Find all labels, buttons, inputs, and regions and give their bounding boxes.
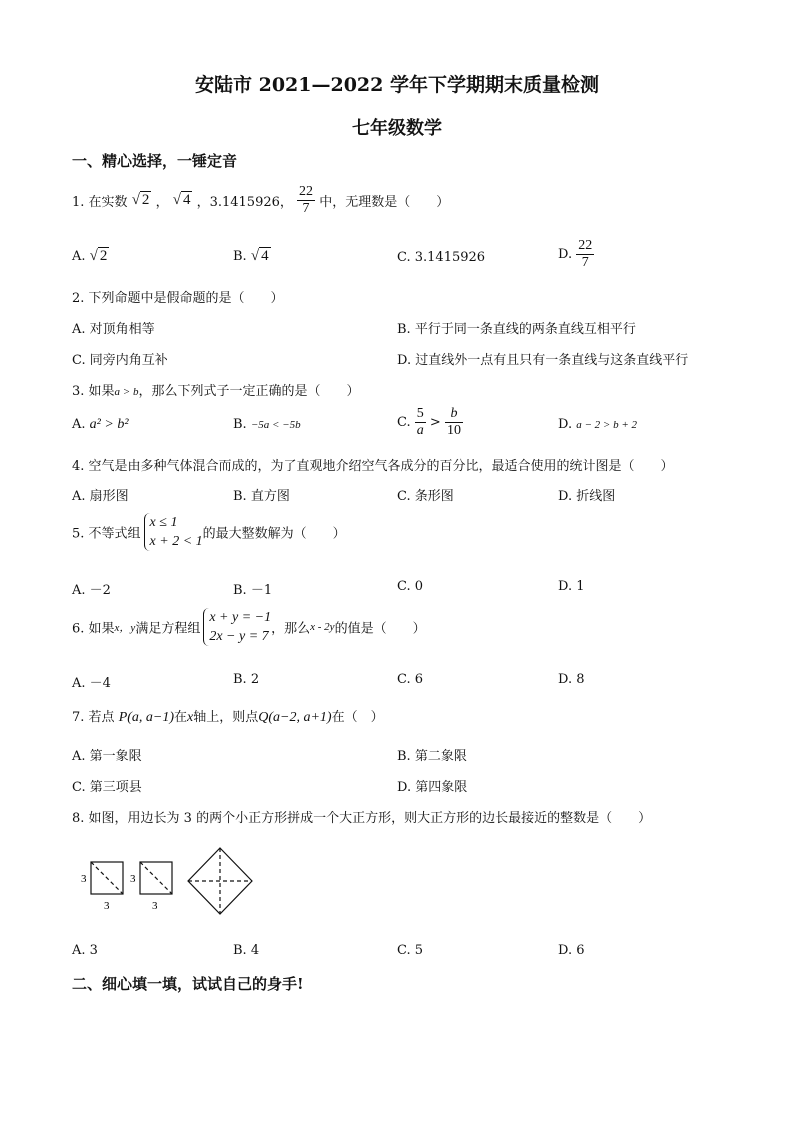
question-3: 3. 如果a > b，那么下列式子一定正确的是（ ）	[72, 384, 360, 399]
section-heading-1: 一、精心选择，一锤定音	[72, 152, 238, 170]
small-square-2	[140, 862, 172, 894]
q4-option-b[interactable]: B. 直方图	[233, 489, 290, 504]
q5-option-d[interactable]: D. 1	[558, 579, 585, 594]
q3-option-a[interactable]: A. a² > b²	[72, 417, 129, 432]
question-4: 4. 空气是由多种气体混合而成的，为了直观地介绍空气各成分的百分比，最适合使用的统计图是（ ）	[72, 459, 674, 474]
inequality-system: x ≤ 1 x + 2 < 1	[144, 513, 203, 551]
question-6: 6. 如果x，y满足方程组 x + y = −1 2x − y = 7 ，那么x - 2y的值是（ ）	[72, 610, 426, 644]
small-square-1	[91, 862, 123, 894]
q7-option-d[interactable]: D. 第四象限	[397, 780, 468, 795]
squares-figure	[78, 845, 258, 917]
question-1: 1. 在实数 √ 2 ， √ 4 ，3.1415926， $\frac{22}{7}$ 中，无理数是（ ）	[72, 184, 450, 216]
question-2: 2. 下列命题中是假命题的是（ ）	[72, 291, 284, 306]
page-title: 安陆市 2021—2022 学年下学期期末质量检测	[195, 74, 599, 96]
label-bottom-1: 3	[104, 900, 110, 912]
sqrt-4: √ 4	[172, 192, 191, 208]
q1-option-b[interactable]: B. √ 4	[233, 248, 269, 264]
q8-option-c[interactable]: C. 5	[397, 943, 424, 958]
equation-system: x + y = −1 2x − y = 7	[203, 608, 271, 646]
q8-option-a[interactable]: A. 3	[72, 943, 98, 958]
sqrt-2: √ 2	[131, 192, 150, 208]
q6-option-a[interactable]: A. －4	[72, 676, 111, 691]
q5-option-a[interactable]: A. －2	[72, 583, 111, 598]
q4-option-c[interactable]: C. 条形图	[397, 489, 454, 504]
q2-option-d[interactable]: D. 过直线外一点有且只有一条直线与这条直线平行	[397, 353, 689, 368]
question-7: 7. 若点 P(a, a−1)在x轴上，则点Q(a−2, a+1)在（ ）	[72, 710, 384, 725]
q2-option-b[interactable]: B. 平行于同一条直线的两条直线互相平行	[397, 322, 636, 337]
section-heading-2: 二、细心填一填，试试自己的身手!	[72, 975, 304, 993]
large-square	[188, 848, 252, 914]
q7-option-a[interactable]: A. 第一象限	[72, 749, 142, 764]
q1-option-d[interactable]: D. $\frac{22}{7}$	[558, 238, 593, 270]
label-side-2: 3	[130, 873, 136, 885]
label-bottom-2: 3	[152, 900, 158, 912]
fraction-22-7: $\frac{22}{7}$	[299, 184, 314, 216]
q2-option-c[interactable]: C. 同旁内角互补	[72, 353, 168, 368]
q3-option-d[interactable]: D. a − 2 > b + 2	[558, 417, 638, 432]
q2-option-a[interactable]: A. 对顶角相等	[72, 322, 155, 337]
question-8: 8. 如图，用边长为 3 的两个小正方形拼成一个大正方形，则大正方形的边长最接近的整数是（ ）	[72, 811, 652, 826]
q7-option-b[interactable]: B. 第二象限	[397, 749, 467, 764]
q6-option-d[interactable]: D. 8	[558, 672, 585, 687]
q1-option-c[interactable]: C. 3.1415926	[397, 250, 486, 265]
q6-option-b[interactable]: B. 2	[233, 672, 260, 687]
q1-option-a[interactable]: A. √ 2	[72, 248, 108, 264]
q4-option-d[interactable]: D. 折线图	[558, 489, 616, 504]
label-side-1: 3	[81, 873, 87, 885]
q8-option-d[interactable]: D. 6	[558, 943, 585, 958]
q5-option-b[interactable]: B. －1	[233, 583, 273, 598]
q7-option-c[interactable]: C. 第三项县	[72, 780, 142, 795]
q3-option-c[interactable]: C. $\frac{5}{a}$ > $\frac{b}{10}$	[397, 406, 461, 438]
q4-option-a[interactable]: A. 扇形图	[72, 489, 129, 504]
q8-option-b[interactable]: B. 4	[233, 943, 260, 958]
q5-option-c[interactable]: C. 0	[397, 579, 424, 594]
q3-option-b[interactable]: B. −5a < −5b	[233, 417, 301, 432]
q6-option-c[interactable]: C. 6	[397, 672, 424, 687]
page-subtitle: 七年级数学	[352, 118, 442, 139]
question-5: 5. 不等式组 x ≤ 1 x + 2 < 1 的最大整数解为（ ）	[72, 515, 346, 549]
